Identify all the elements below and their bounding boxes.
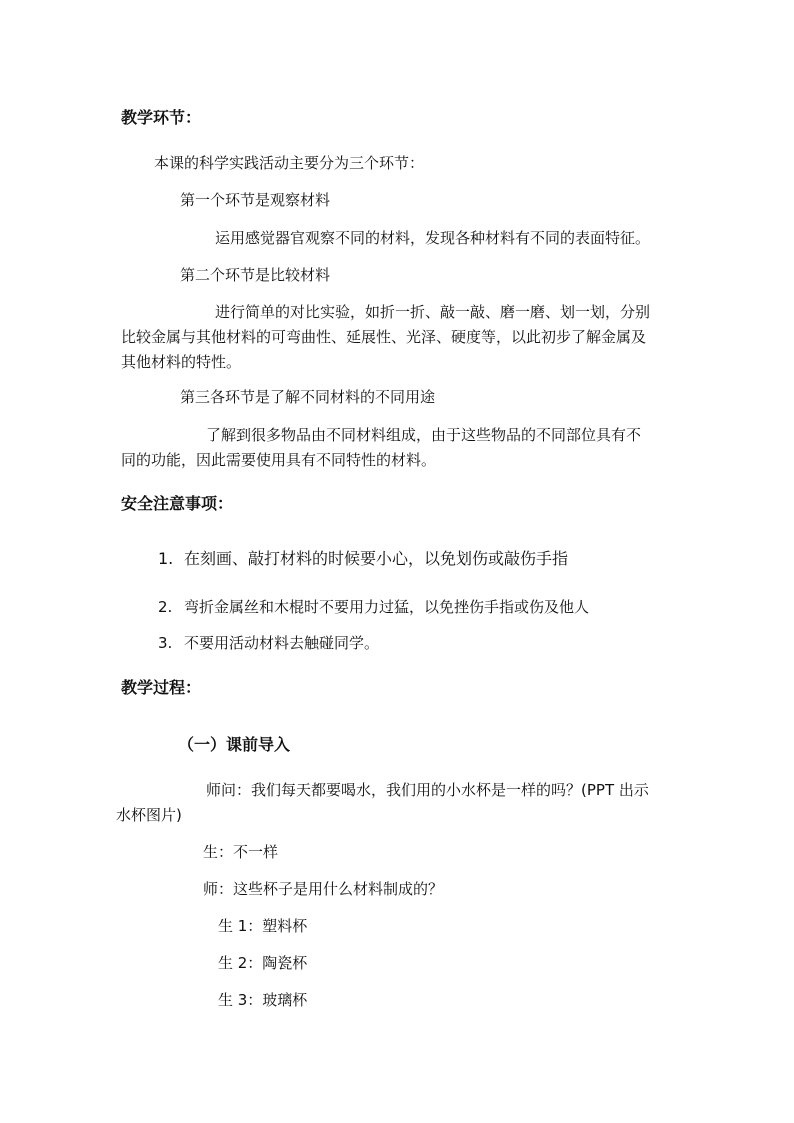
- step1-text: 运用感觉器官观察不同的材料，发现各种材料有不同的表面特征。: [215, 229, 651, 247]
- teaching-steps-intro: 本课的科学实践活动主要分为三个环节：: [154, 154, 425, 172]
- list-item-text: 不要用活动材料去触碰同学。: [184, 634, 380, 652]
- teacher-question-1-line1: 师问：我们每天都要喝水，我们用的小水杯是一样的吗？(PPT 出示: [206, 781, 649, 799]
- student-answer-1: 生：不一样: [203, 843, 279, 861]
- step2-text-line3: 其他材料的特性。: [121, 353, 242, 371]
- step1-title: 第一个环节是观察材料: [180, 191, 331, 209]
- section-heading-safety: 安全注意事项：: [121, 494, 234, 513]
- student-2-answer: 生 2：陶瓷杯: [218, 954, 308, 972]
- section-heading-teaching-steps: 教学环节：: [121, 108, 202, 127]
- sub-heading-pre-class: （一）课前导入: [178, 735, 291, 754]
- step3-title: 第三各环节是了解不同材料的不同用途: [180, 388, 436, 406]
- section-heading-process: 教学过程：: [121, 678, 202, 697]
- step3-text-line1: 了解到很多物品由不同材料组成，由于这些物品的不同部位具有不: [206, 426, 642, 444]
- list-item-number: 3.: [158, 634, 173, 652]
- list-item: [158, 632, 379, 654]
- step2-text-line2: 比较金属与其他材料的可弯曲性、延展性、光泽、硬度等，以此初步了解金属及: [121, 328, 647, 346]
- teacher-question-1-line2: 水杯图片): [116, 806, 182, 824]
- teacher-question-2: 师：这些杯子是用什么材料制成的？: [203, 880, 444, 898]
- student-1-answer: 生 1：塑料杯: [218, 917, 308, 935]
- step3-text-line2: 同的功能，因此需要使用具有不同特性的材料。: [121, 451, 437, 469]
- list-item: [158, 548, 568, 570]
- step2-text-line1: 进行简单的对比实验，如折一折、敲一敲、磨一磨、划一划，分别: [215, 303, 651, 321]
- student-3-answer: 生 3：玻璃杯: [218, 991, 308, 1009]
- list-item-text: 在刻画、敲打材料的时候要小心，以免划伤或敲伤手指: [184, 549, 569, 568]
- list-item: [158, 596, 589, 618]
- list-item-number: 1.: [158, 549, 174, 568]
- list-item-number: 2.: [158, 598, 173, 616]
- step2-title: 第二个环节是比较材料: [180, 266, 331, 284]
- list-item-text: 弯折金属丝和木棍时不要用力过猛，以免挫伤手指或伤及他人: [184, 598, 590, 616]
